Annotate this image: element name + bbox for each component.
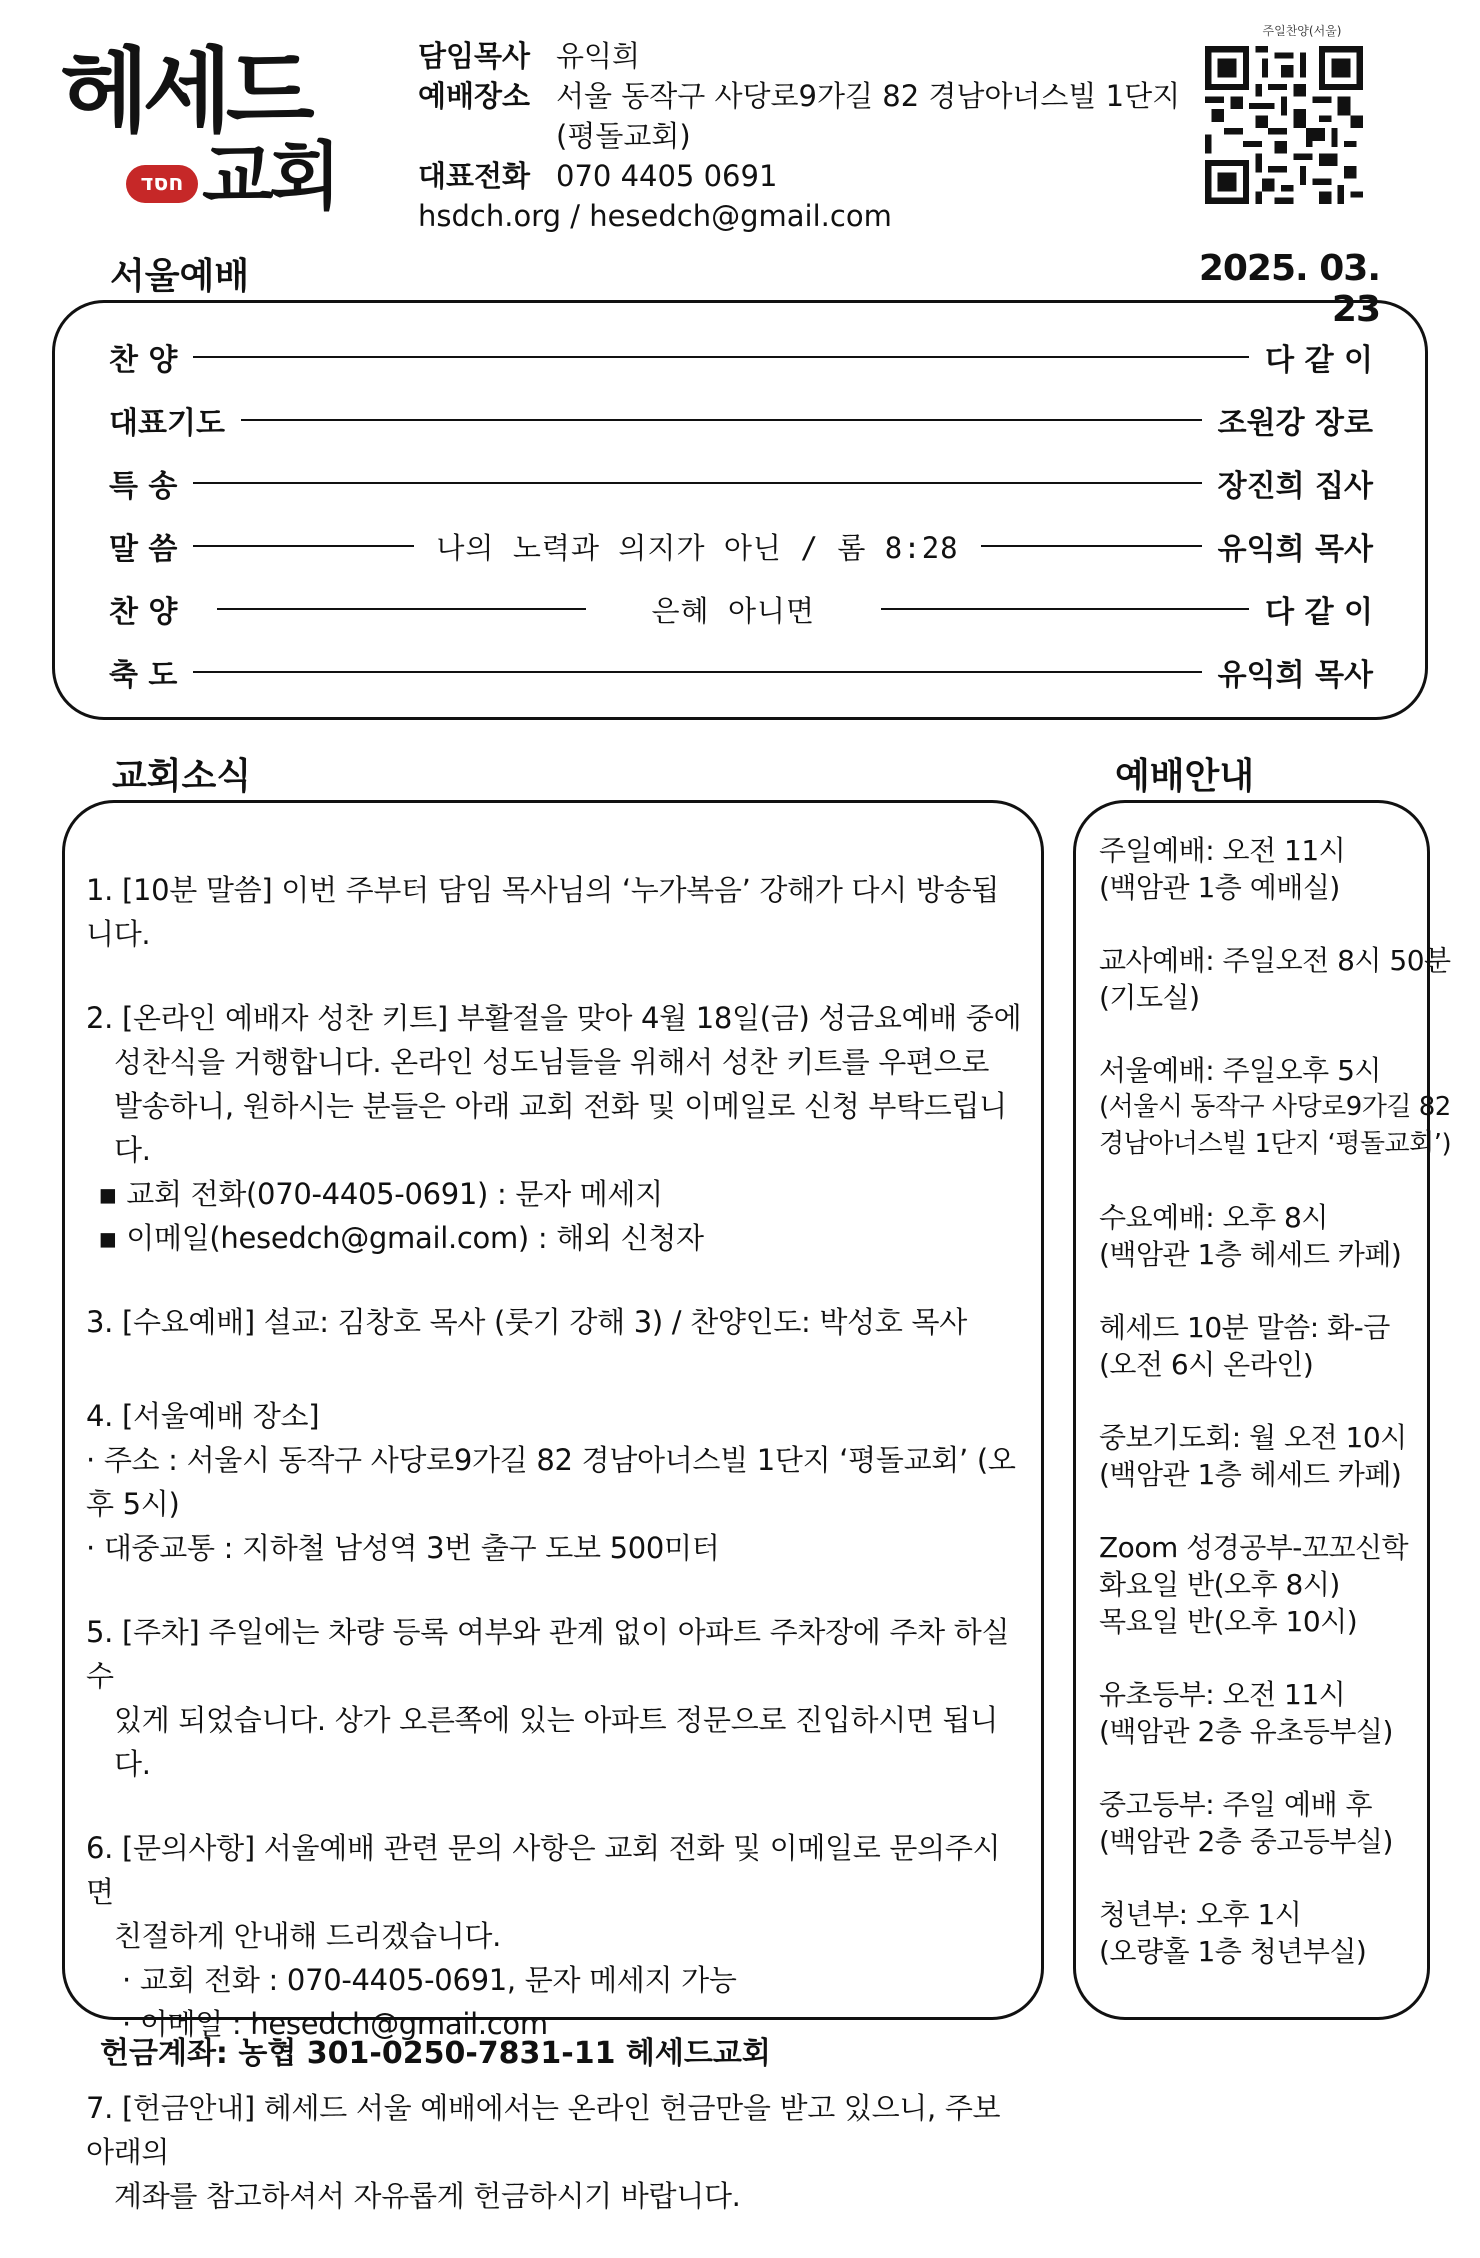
news-item xyxy=(86,2086,1026,2218)
logo-bottom-text: 교회 xyxy=(202,134,337,220)
info-row-location xyxy=(418,76,1198,156)
info-row-phone xyxy=(418,156,1198,196)
order-row xyxy=(109,526,1373,566)
order-leader: 다 같 이 xyxy=(1265,595,1373,630)
news-item xyxy=(86,1300,1026,1344)
guide-item xyxy=(1099,942,1451,1016)
guide-item xyxy=(1099,1199,1419,1273)
guide-title: 예배안내 xyxy=(1115,756,1255,797)
news-line: ▪ 교회 전화(070-4405-0691) : 문자 메세지 xyxy=(98,1177,663,1211)
news-line: · 교회 전화 : 070-4405-0691, 문자 메세지 가능 xyxy=(122,1963,737,1997)
news-line: · 이메일 : hesedch@gmail.com xyxy=(122,2007,548,2041)
guide-line: 서울예배: 주일오후 5시 xyxy=(1099,1054,1381,1087)
service-title: 서울예배 xyxy=(110,256,250,297)
church-logo xyxy=(60,37,380,220)
news-line: · 대중교통 : 지하철 남성역 3번 출구 도보 500미터 xyxy=(86,1531,720,1565)
guide-line: 중고등부: 주일 예배 후 xyxy=(1099,1788,1373,1821)
news-item xyxy=(86,996,1026,1260)
news-line: 6. [문의사항] 서울예배 관련 문의 사항은 교회 전화 및 이메일로 문의주시면 xyxy=(86,1831,1001,1909)
news-item xyxy=(86,1394,1026,1570)
dotted-leader-line xyxy=(193,671,1201,673)
guide-line: 중보기도회: 월 오전 10시 xyxy=(1099,1421,1407,1454)
news-line: 3. [수요예배] 설교: 김창호 목사 (룻기 강해 3) / 찬양인도: 박성호 목사 xyxy=(86,1305,967,1339)
guide-line: 청년부: 오후 1시 xyxy=(1099,1898,1302,1931)
order-item: 말 씀 xyxy=(109,532,178,567)
info-value: 유익희 xyxy=(556,39,641,73)
news-line: 친절하게 안내해 드리겠습니다. xyxy=(114,1919,502,1953)
news-item xyxy=(86,1610,1026,1786)
guide-item xyxy=(1099,1309,1419,1383)
dotted-leader-line xyxy=(881,608,1249,610)
guide-line: (서울시 동작구 사당로9가길 82 xyxy=(1099,1092,1451,1122)
order-of-service xyxy=(52,300,1428,720)
contact-line: hsdch.org / hesedch@gmail.com xyxy=(418,199,892,233)
guide-line: (백암관 1층 헤세드 카페) xyxy=(1099,1458,1402,1491)
order-item: 찬 양 xyxy=(109,343,178,378)
order-item: 대표기도 xyxy=(109,406,225,441)
info-value: 070 4405 0691 xyxy=(556,159,778,193)
guide-item xyxy=(1099,1419,1419,1493)
sermon-title: 나의 노력과 의지가 아닌 / 롬 8:28 xyxy=(436,530,959,565)
guide-line: 목요일 반(오후 10시) xyxy=(1099,1605,1358,1638)
guide-line: (백암관 1층 헤세드 카페) xyxy=(1099,1238,1402,1271)
guide-item xyxy=(1099,1052,1452,1163)
dotted-leader-line xyxy=(241,419,1202,421)
service-date: 2025. 03. 23 xyxy=(1198,248,1380,330)
dotted-leader-line xyxy=(193,356,1249,358)
order-leader: 장진희 집사 xyxy=(1217,469,1373,504)
news-line: 4. [서울예배 장소] xyxy=(86,1399,320,1433)
order-row xyxy=(109,589,1373,629)
news-line: 성찬식을 거행합니다. 온라인 성도님들을 위해서 성찬 키트를 우편으로 xyxy=(114,1045,990,1079)
guide-item xyxy=(1099,1676,1419,1750)
guide-line: (오전 6시 온라인) xyxy=(1099,1348,1314,1381)
guide-item xyxy=(1099,1896,1419,1970)
order-item: 찬 양 xyxy=(109,595,178,630)
guide-line: 화요일 반(오후 8시) xyxy=(1099,1568,1340,1601)
guide-line: 수요예배: 오후 8시 xyxy=(1099,1201,1328,1234)
news-line: 있게 되었습니다. 상가 오른쪽에 있는 아파트 정문으로 진입하시면 됩니다. xyxy=(114,1703,998,1781)
church-info xyxy=(418,36,1198,236)
qr-caption: 주일찬양(서울) xyxy=(1262,24,1342,38)
guide-line: (백암관 1층 예배실) xyxy=(1099,871,1340,904)
order-row xyxy=(109,400,1373,440)
guide-line: (기도실) xyxy=(1099,981,1200,1014)
info-value: 서울 동작구 사당로9가길 82 경남아너스빌 1단지 (평돌교회) xyxy=(556,79,1181,153)
guide-line: (백암관 2층 유초등부실) xyxy=(1099,1715,1393,1748)
guide-line: 헤세드 10분 말씀: 화-금 xyxy=(1099,1311,1390,1344)
dotted-leader-line xyxy=(981,545,1202,547)
order-leader: 유익희 목사 xyxy=(1217,532,1374,567)
guide-line: Zoom 성경공부-꼬꼬신학 xyxy=(1099,1531,1409,1564)
guide-item xyxy=(1099,832,1419,906)
news-line: 7. [헌금안내] 헤세드 서울 예배에서는 온라인 헌금만을 받고 있으니, 주보 아래의 xyxy=(86,2091,1001,2169)
info-label: 담임목사 xyxy=(418,39,531,73)
info-label: 예배장소 xyxy=(418,79,531,113)
dotted-leader-line xyxy=(193,482,1201,484)
order-leader: 다 같 이 xyxy=(1265,343,1373,378)
guide-item xyxy=(1099,1529,1419,1640)
order-row xyxy=(109,463,1373,503)
guide-list xyxy=(1099,832,1452,2006)
news-line: 5. [주차] 주일에는 차량 등록 여부와 관계 없이 아파트 주차장에 주차 하실 수 xyxy=(86,1615,1010,1693)
guide-line: (오량홀 1층 청년부실) xyxy=(1099,1935,1367,1968)
news-line: 2. [온라인 예배자 성찬 키트] 부활절을 맞아 4월 18일(금) 성금요예배 중에 xyxy=(86,1001,1022,1035)
news-item xyxy=(86,1826,1026,2046)
news-line: 발송하니, 원하시는 분들은 아래 교회 전화 및 이메일로 신청 부탁드립니다. xyxy=(114,1089,1007,1167)
guide-line: 유초등부: 오전 11시 xyxy=(1099,1678,1346,1711)
news-line: ▪ 이메일(hesedch@gmail.com) : 해외 신청자 xyxy=(98,1221,704,1255)
news-line: · 주소 : 서울시 동작구 사당로9가길 82 경남아너스빌 1단지 ‘평돌교회’ (오후 5시) xyxy=(86,1443,1016,1521)
qr-code-icon[interactable] xyxy=(1205,46,1363,204)
guide-item xyxy=(1099,1786,1419,1860)
dotted-leader-line xyxy=(217,608,585,610)
guide-line: 경남아너스빌 1단지 ‘평돌교회’) xyxy=(1099,1129,1452,1159)
guide-line: (백암관 2층 중고등부실) xyxy=(1099,1825,1393,1858)
order-leader: 유익희 목사 xyxy=(1217,658,1373,693)
order-item: 특 송 xyxy=(109,469,178,504)
order-leader: 조원강 장로 xyxy=(1217,406,1373,441)
dotted-leader-line xyxy=(193,545,414,547)
news-title: 교회소식 xyxy=(112,756,252,797)
news-line: 계좌를 참고하셔서 자유롭게 헌금하시기 바랍니다. xyxy=(114,2179,741,2213)
info-row-pastor xyxy=(418,36,1198,76)
info-label: 대표전화 xyxy=(418,159,531,193)
guide-line: 교사예배: 주일오전 8시 50분 xyxy=(1099,944,1451,977)
logo-top-text: 헤세드 xyxy=(60,37,309,145)
order-row xyxy=(109,337,1373,377)
order-row xyxy=(109,652,1373,692)
order-item: 축 도 xyxy=(109,658,178,693)
guide-line: 주일예배: 오전 11시 xyxy=(1099,834,1346,867)
logo-badge: חסד xyxy=(126,165,198,203)
offering-account: 헌금계좌: 농협 301-0250-7831-11 헤세드교회 xyxy=(100,2036,771,2071)
news-line: 1. [10분 말씀] 이번 주부터 담임 목사님의 ‘누가복음’ 강해가 다시 방송됩니다. xyxy=(86,873,999,951)
news-item xyxy=(86,868,1026,956)
hymn-title: 은혜 아니면 xyxy=(651,593,816,628)
